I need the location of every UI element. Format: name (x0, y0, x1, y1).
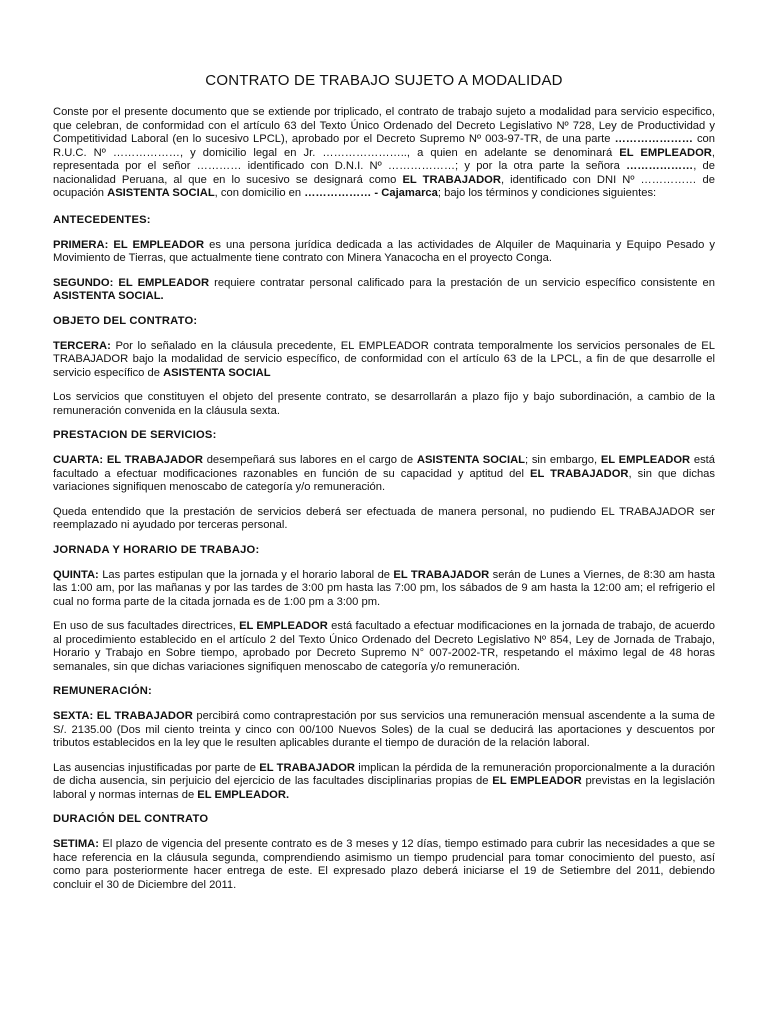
section-heading-objeto: OBJETO DEL CONTRATO: (53, 314, 198, 327)
clause-quinta-paragraph-2: En uso de sus facultades directrices, EL EMPLEADOR está facultado a efectuar modificaciones en la jornada de trabajo, de acuerdo al procedimiento establecido en el artículo 2 del Texto Único Ordenado del Decreto Legislativo Nº 854, Ley de Jornada de Trabajo, Horario y Trabajo en Sobre tiempo, aprobado por Decreto Supremo N° 007-2002-TR, respetando el máximo legal de 48 horas semanales, sin que dichas variaciones signifiquen menoscabo de categoría y/o remuneración. (53, 620, 715, 673)
clause-segundo: SEGUNDO: EL EMPLEADOR requiere contratar personal calificado para la prestación de un servicio específico consistente en ASISTENTA SOCIAL. (53, 276, 715, 302)
clause-quinta: QUINTA: Las partes estipulan que la jornada y el horario laboral de EL TRABAJADOR serán de Lunes a Viernes, de 8:30 am hasta las 1:00 am, por las mañanas y por las tardes de 3:00 pm hasta las 7:00 pm, los sábados de 9 am hasta la 12:00 am; el refrigerio el cual no forma parte de la citada jornada es de 1:00 pm a 3:00 pm. (53, 568, 715, 608)
clause-tercera: TERCERA: Por lo señalado en la cláusula precedente, EL EMPLEADOR contrata temporalmente los servicios personales de EL TRABAJADOR bajo la modalidad de servicio específico, de conformidad con el artículo 63 de la LPCL, a fin de que desarrolle el servicio específico de ASISTENTA SOCIAL (53, 339, 715, 379)
clause-primera: PRIMERA: EL EMPLEADOR es una persona jurídica dedicada a las actividades de Alquiler de Maquinaria y Equipo Pesado y Movimiento de Tierras, que actualmente tiene contrato con Minera Yanacocha en el proyecto Conga. (53, 238, 715, 264)
clause-cuarta: CUARTA: EL TRABAJADOR desempeñará sus labores en el cargo de ASISTENTA SOCIAL; sin embargo, EL EMPLEADOR está facultado a efectuar modificaciones razonables en función de su capacidad y aptitud del EL TRABAJADOR, sin que dichas variaciones signifiquen menoscabo de categoría y/o remuneración. (53, 454, 716, 493)
section-heading-jornada: JORNADA Y HORARIO DE TRABAJO: (53, 543, 260, 556)
clause-sexta-paragraph-2: Las ausencias injustificadas por parte de EL TRABAJADOR implican la pérdida de la remuneración proporcionalmente a la duración de dicha ausencia, sin perjuicio del ejercicio de las facultades disciplinarias propias de EL EMPLEADOR previstas en la legislación laboral y normas internas de EL EMPLEADOR. (53, 761, 715, 801)
clause-sexta: SEXTA: EL TRABAJADOR percibirá como contraprestación por sus servicios una remuneración mensual ascendente a la suma de S/. 2135.00 (Dos mil ciento treinta y cinco con 00/100 Nuevos Soles) de la cual se deducirá las aportaciones y descuentos por tributos establecidos en la ley que le resulten aplicables durante el tiempo de duración de la relación laboral. (53, 710, 715, 749)
document-title: CONTRATO DE TRABAJO SUJETO A MODALIDAD (205, 72, 563, 89)
section-heading-prestacion: PRESTACION DE SERVICIOS: (53, 429, 217, 441)
clause-tercera-paragraph-2: Los servicios que constituyen el objeto del presente contrato, se desarrollarán a plazo fijo y bajo subordinación, a cambio de la remuneración convenida en la cláusula sexta. (53, 391, 715, 417)
section-heading-duracion: DURACIÓN DEL CONTRATO (53, 813, 209, 825)
section-heading-antecedentes: ANTECEDENTES: (53, 213, 151, 226)
intro-paragraph: Conste por el presente documento que se extiende por triplicado, el contrato de trabajo sujeto a modalidad para servicio especifico, que celebran, de conformidad con el artículo 63 del Texto Único Ordenado del Decreto Legislativo Nº 728, Ley de Productividad y Competitividad Laboral (en lo sucesivo LPCL), aprobado por el Decreto Supremo Nº 003-97-TR, de una parte ………………… con R.U.C. Nº ………………, y domicilio legal en Jr. ………………….., a quien en adelante se denominará EL EMPLEADOR, representada por el señor ………… identificado con D.N.I. Nº ………………; y por la otra parte la señora ………………, de nacionalidad Peruana, al que en lo sucesivo se designará como EL TRABAJADOR, identificado con DNI Nº …………… de ocupación ASISTENTA SOCIAL, con domicilio en ……………… - Cajamarca; bajo los términos y condiciones siguientes: (53, 106, 715, 199)
section-heading-remuneracion: REMUNERACIÓN: (53, 685, 152, 697)
clause-cuarta-paragraph-2: Queda entendido que la prestación de servicios deberá ser efectuada de manera personal, no pudiendo EL TRABAJADOR ser reemplazado ni ayudado por terceras personal. (53, 505, 715, 531)
clause-setima: SETIMA: El plazo de vigencia del presente contrato es de 3 meses y 12 días, tiempo estimado para cubrir las necesidades a que se hace referencia en la cláusula segunda, comprendiendo asimismo un tiempo prudencial para tomar conocimiento del puesto, así como para posteriormente hacer entrega de este. El expresado plazo deberá iniciarse el 19 de Setiembre del 2011, debiendo concluir el 30 de Diciembre del 2011. (53, 838, 715, 891)
